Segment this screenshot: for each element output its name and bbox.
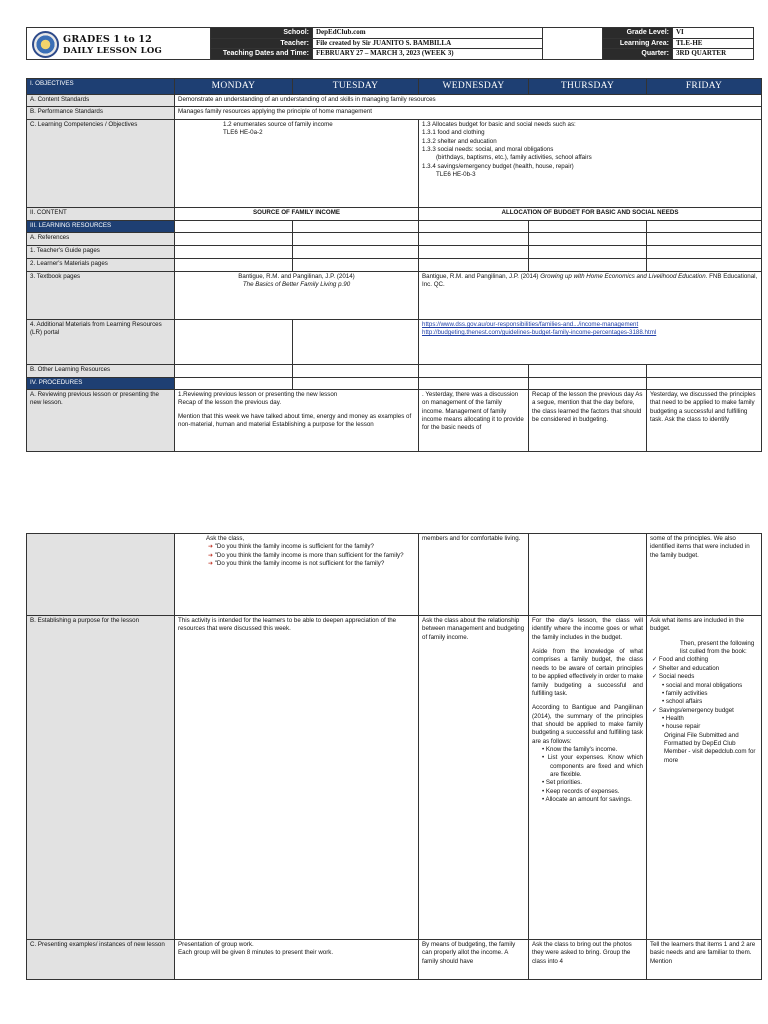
grade-value: VI bbox=[673, 28, 754, 39]
establishing-friday bbox=[647, 616, 762, 940]
day-tuesday: TUESDAY bbox=[293, 79, 419, 95]
principle-item: • Keep records of expenses. bbox=[542, 787, 620, 795]
comp-wed-line: 1.3.3 social needs: social, and moral obligations bbox=[422, 145, 554, 153]
day-thursday: THURSDAY bbox=[529, 79, 647, 95]
page-1 bbox=[0, 0, 768, 484]
budget-item: ✓ Shelter and education bbox=[652, 664, 720, 672]
content-standards-text: Demonstrate an understanding of an understanding of and skills in managing family resources bbox=[175, 94, 762, 106]
est-thu-para: According to Bantigue and Pangilinan (2014), the summary of the principles that should be applied to make family budgeting a successful and fulfilling task are as follows: bbox=[532, 704, 643, 745]
grade-label: Grade Level: bbox=[603, 28, 673, 39]
check-icon: ✓ bbox=[652, 673, 659, 681]
check-icon: ✓ bbox=[652, 706, 659, 714]
reviewing-label: A. Reviewing previous lesson or presenting the new lesson. bbox=[27, 389, 175, 451]
content-monday: SOURCE OF FAMILY INCOME bbox=[175, 207, 419, 220]
budget-item: ✓ Food and clothing bbox=[652, 656, 709, 664]
content-standards-label: A. Content Standards bbox=[27, 94, 175, 106]
dates-label: Teaching Dates and Time: bbox=[211, 49, 313, 60]
principle-item: • Set priorities. bbox=[542, 779, 582, 787]
question-item: ➜ "Do you think the family income is more than sufficient for the family? bbox=[208, 551, 404, 559]
budget-subitem: • family activities bbox=[662, 689, 708, 697]
comp-wed-line: 1.3.2 shelter and education bbox=[422, 137, 497, 145]
pres-mon-line: Each group will be given 8 minutes to present their work. bbox=[178, 949, 334, 957]
teacher-label: Teacher: bbox=[211, 38, 313, 49]
budget-subitem: • social and moral obligations bbox=[662, 681, 743, 689]
textbook-wed-author: Bantigue, R.M. and Pangilinan, J.P. (2014) bbox=[422, 272, 541, 280]
content-wednesday: ALLOCATION OF BUDGET FOR BASIC AND SOCIAL NEEDS bbox=[419, 207, 762, 220]
textbook-label: 3. Textbook pages bbox=[27, 271, 175, 319]
principle-item: • Know the family's income. bbox=[542, 746, 618, 754]
performance-standards-text: Manages family resources applying the principle of home management bbox=[175, 106, 762, 119]
question-item: ➜ "Do you think the family income is not sufficient for the family? bbox=[208, 560, 385, 568]
comp-wed-line: 1.3.1 food and clothing bbox=[422, 129, 485, 137]
check-icon: ✓ bbox=[652, 664, 659, 672]
learning-resources-header: III. LEARNING RESOURCES bbox=[27, 220, 175, 232]
comp-wed-line: (birthdays, baptisms, etc.), family activities, school affairs bbox=[436, 154, 592, 162]
link-dss[interactable]: https://www.dss.gov.au/our-responsibilities/families-and.../income-management bbox=[422, 320, 639, 328]
principle-item: • Allocate an amount for savings. bbox=[542, 796, 632, 804]
review-mon-line: Recap of the lesson the previous day. bbox=[178, 399, 282, 407]
submission-note: Original File Submitted and Formatted by DepEd Club Member - visit depedclub.com for more bbox=[664, 731, 756, 764]
presenting-monday bbox=[175, 940, 419, 980]
procedures-header: IV. PROCEDURES bbox=[27, 377, 175, 389]
teacher-value: File created by Sir JUANITO S. BAMBILLA bbox=[313, 38, 543, 49]
est-thu-para: For the day's lesson, the class will identify where the income goes or what the family includes in the budget. bbox=[532, 617, 643, 641]
establishing-wednesday: Ask the class about the relationship between management and budgeting of family income. bbox=[419, 616, 529, 940]
comp-wed-line: TLE6 HE-0b-3 bbox=[436, 170, 476, 178]
lm-pages-label: 2. Learner's Materials pages bbox=[27, 258, 175, 271]
logo-cell bbox=[27, 28, 211, 60]
review-wednesday: . Yesterday, there was a discussion on management of the family income. Management of family income means allocating it to provide for the basic needs of bbox=[419, 389, 529, 451]
establishing-thursday bbox=[529, 616, 647, 940]
additional-materials-label: 4. Additional Materials from Learning Resources (LR) portal bbox=[27, 319, 175, 364]
budget-item: ✓ Social needs bbox=[652, 673, 695, 681]
textbook-mon-title: The Basics of Better Family Living p.90 bbox=[242, 281, 351, 289]
review-mon-questions bbox=[175, 534, 419, 616]
day-wednesday: WEDNESDAY bbox=[419, 79, 529, 95]
competencies-monday bbox=[175, 119, 419, 207]
review-monday bbox=[175, 389, 419, 451]
deped-seal-icon bbox=[32, 31, 59, 58]
textbook-wed-publisher: . FNB Educational, Inc. QC. bbox=[422, 272, 758, 289]
performance-standards-label: B. Performance Standards bbox=[27, 106, 175, 119]
comp-mon-code: TLE6 HE-0a-2 bbox=[223, 129, 263, 137]
presenting-label: C. Presenting examples/ instances of new lesson bbox=[27, 940, 175, 980]
bullet-arrow-icon: ➜ bbox=[208, 544, 215, 551]
review-thursday: Recap of the lesson the previous day As a segue, mention that the day before, the class learned the factors that should be considered in budgeting. bbox=[529, 389, 647, 451]
comp-wed-line: 1.3 Allocates budget for basic and social needs such as: bbox=[422, 120, 576, 128]
textbook-monday bbox=[175, 271, 419, 319]
other-resources-label: B. Other Learning Resources bbox=[27, 364, 175, 377]
principle-item: • List your expenses. Know which components are fixed and which are flexible. bbox=[542, 754, 643, 779]
budget-subitem: • school affairs bbox=[662, 698, 703, 706]
est-fri-line: Then, present the following list culled from the book: bbox=[680, 639, 755, 656]
comp-wed-line: 1.3.4 savings/emergency budget (health, house, repair) bbox=[422, 162, 574, 170]
school-value: DepEdClub.com bbox=[313, 28, 543, 39]
school-label: School: bbox=[211, 28, 313, 39]
presenting-wednesday: By means of budgeting, the family can properly allot the income. A family should have bbox=[419, 940, 529, 980]
presenting-thursday: Ask the class to bring out the photos they were asked to bring. Group the class into 4 bbox=[529, 940, 647, 980]
textbook-wed-title: Growing up with Home Economics and Livelihood Education bbox=[540, 272, 706, 280]
establishing-label: B. Establishing a purpose for the lesson bbox=[27, 616, 175, 940]
est-fri-line: Ask what items are included in the budget. bbox=[650, 617, 744, 633]
quarter-label: Quarter: bbox=[603, 49, 673, 60]
title-daily-lesson-log: DAILY LESSON LOG bbox=[63, 46, 162, 57]
day-monday: MONDAY bbox=[175, 79, 293, 95]
review-mon-line: 1.Reviewing previous lesson or presenting the new lesson bbox=[178, 390, 338, 398]
presenting-friday: Tell the learners that items 1 and 2 are basic needs and are familiar to them. Mention bbox=[647, 940, 762, 980]
pres-mon-line: Presentation of group work. bbox=[178, 941, 254, 948]
dates-value: FEBRUARY 27 – MARCH 3, 2023 (WEEK 3) bbox=[313, 49, 543, 60]
lesson-grid-page2 bbox=[26, 533, 762, 980]
area-value: TLE-HE bbox=[673, 38, 754, 49]
budget-subitem: • house repair bbox=[662, 723, 701, 731]
review-mon-line: Mention that this week we have talked about time, energy and money as examples of non-material, human and material Establishing a purpose for the lesson bbox=[178, 412, 412, 428]
lesson-grid-page1 bbox=[26, 78, 762, 452]
tg-pages-label: 1. Teacher's Guide pages bbox=[27, 245, 175, 258]
competencies-wednesday bbox=[419, 119, 762, 207]
establishing-monday: This activity is intended for the learners to be able to deepen appreciation of the resources that were discussed this week. bbox=[175, 616, 419, 940]
review-fri-continued: some of the principles. We also identified items that were included in the family budget. bbox=[647, 534, 762, 616]
quarter-value: 3RD QUARTER bbox=[673, 49, 754, 60]
link-thenest[interactable]: http://budgeting.thenest.com/guidelines-budget-family-income-percentages-3188.html bbox=[422, 329, 657, 337]
textbook-wednesday bbox=[419, 271, 762, 319]
review-wed-continued: members and for comfortable living. bbox=[419, 534, 529, 616]
principles-list bbox=[542, 746, 643, 805]
ask-the-class: Ask the class, bbox=[206, 535, 245, 542]
objectives-header: I. OBJECTIVES bbox=[27, 79, 175, 95]
question-item: ➜ "Do you think the family income is sufficient for the family? bbox=[208, 543, 374, 551]
comp-mon-text: 1.2 enumerates source of family income bbox=[223, 120, 333, 128]
bullet-arrow-icon: ➜ bbox=[208, 552, 215, 559]
check-icon: ✓ bbox=[652, 656, 659, 664]
additional-materials-links bbox=[419, 319, 762, 364]
page-2 bbox=[0, 528, 768, 1024]
budget-item: ✓ Savings/emergency budget bbox=[652, 706, 734, 714]
question-list bbox=[184, 543, 415, 568]
bullet-arrow-icon: ➜ bbox=[208, 561, 215, 568]
review-friday: Yesterday, we discussed the principles that need to be applied to make family budgeting a successful and fulfilling task. Ask the class to identify bbox=[647, 389, 762, 451]
header-table bbox=[26, 27, 754, 60]
content-label: II. CONTENT bbox=[27, 207, 175, 220]
est-thu-para: Aside from the knowledge of what comprises a family budget, the class needs to be aware of certain principles to be applied effectively in order to make family budgeting a successful and fulfilling task. bbox=[532, 648, 643, 697]
textbook-mon-author: Bantigue, R.M. and Pangilinan, J.P. (2014) bbox=[238, 272, 355, 280]
day-friday: FRIDAY bbox=[647, 79, 762, 95]
area-label: Learning Area: bbox=[603, 38, 673, 49]
references-label: A. References bbox=[27, 232, 175, 245]
competencies-label: C. Learning Competencies / Objectives bbox=[27, 119, 175, 207]
budget-subitem: • Health bbox=[662, 714, 684, 722]
reviewing-continued-label bbox=[27, 534, 175, 616]
title-grades: GRADES 1 to 12 bbox=[63, 33, 152, 45]
page-gap bbox=[0, 484, 768, 528]
